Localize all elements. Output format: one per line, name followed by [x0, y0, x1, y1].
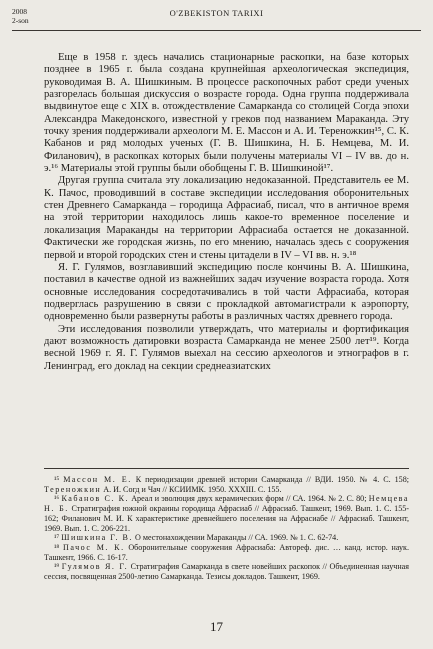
footnote-number: ¹⁸: [54, 542, 60, 552]
footnote: [44, 562, 409, 581]
article-body: [44, 52, 409, 373]
header-year: 2008: [12, 7, 27, 16]
journal-title: O'ZBEKISTON TARIXI: [169, 8, 264, 18]
footnote-text: Ареал и эволюция двух керамических форм // СА. 1964. № 2. С. 80;: [129, 494, 369, 504]
footnote-text: Стратиграфия Самарканда в свете новейших раскопок // Объединенная научная сессия, посвященная 2500-летию Самарканда. Тезисы докладов. Ташкент, 1969.: [44, 562, 409, 582]
paragraph: Другая группа считала эту локализацию недоказанной. Представитель ее М. К. Пачос, проводивший в составе экспедиции исследования оборонительных стен Древнего Самарканда – городища Афрасиаб, писал, что в античное время на этой территории находилось лишь какое-то временное поселение и локализация Мараканды на территории Афрасиаба остается не доказанной. Фактически же городская жизнь, по его мнению, началась здесь с сооружения первой и второй городских стен и стены цитадели в IV – VI вв. н. э.¹⁸: [44, 175, 409, 261]
footnote-author: Кабанов С. К.: [61, 494, 129, 504]
footnote-text: Стратиграфия южной окраины городища Афрасиаб // Афрасиаб. Ташкент, 1969. Вып. 1. С. 155-162; Филанович М. И. К характеристике древнейшего поселения на Афрасиабе // Афрасиаб. Ташкент, 1969. Вып. 1. С. 206-221.: [44, 504, 409, 533]
footnote-number: ¹⁵: [54, 475, 60, 484]
footnote-author: Пачос М. К.: [62, 542, 125, 552]
footnote-author: Немцева Н. Б.: [44, 494, 409, 514]
footnote: [44, 494, 409, 533]
footnote: [44, 543, 409, 562]
footnote: [44, 533, 409, 543]
footnote-text: А. И. Согд и Чач // КСИИМК. 1950. XXXIII. С. 155.: [101, 484, 282, 494]
footnote-text: Оборонительные сооружения Афрасиаба: Автореф. дис. … канд. истор. наук. Ташкент, 1966. С. 16-17.: [44, 542, 410, 562]
footnote-author: Тереножкин: [44, 484, 102, 494]
paragraph: Эти исследования позволили утверждать, что материалы и фортификация дают возможность датировки возраста Самарканда не менее 2500 лет¹⁹. Когда весной 1969 г. Я. Г. Гулямов выехал на сессию археологов и этнографов в г. Ленинград, его доклад на секции среднеазиатских: [44, 323, 409, 372]
footnote-text: К периодизации древней истории Самарканда // ВДИ. 1950. № 4. С. 158;: [131, 475, 410, 484]
paragraph: Еще в 1958 г. здесь начались стационарные раскопки, на базе которых позднее в 1965 г. была создана крупнейшая археологическая экспедиция, руководимая В. А. Шишкиным. В процессе раскопочных работ среди ученых разгорелась большая дискуссия о возрасте города. Одна группа поддерживала выдвинутое еще с XIX в. отождествление Самарканда со столицей Согда эпохи Александра Македонского, известной у греков под названием Мараканда. Эту точку зрения поддерживали археологи М. Е. Массон и А. И. Тереножкин¹⁵, С. К. Кабанов и ряд молодых ученых (Г. В. Шишкина, Н. Б. Немцева, М. И. Филанович), в раскопках которых были получены материалы VI – IV вв. до н. э.¹⁶ Материалы этой группы были обобщены Г. В. Шишкиной¹⁷.: [44, 52, 409, 175]
header-issue-number: 2-son: [12, 15, 29, 25]
footnote: [44, 475, 409, 494]
footnotes: [44, 475, 409, 582]
footnote-number: ¹⁷: [54, 533, 60, 543]
footnote-divider: [44, 468, 409, 469]
footnote-number: ¹⁹: [54, 562, 60, 572]
paragraph: Я. Г. Гулямов, возглавивший экспедицию после кончины В. А. Шишкина, поставил в качестве одной из важнейших задач изучение возраста города. Хотя основные исследования сосредотачивались в той части Афрасиаба, которая подверглась разрушению в связи с прокладкой автомагистрали к аэропорту, одновременно были развернуты работы в различных частях древнего города.: [44, 261, 409, 323]
header-divider: [12, 30, 421, 31]
footnote-author: Массон М. Е.: [63, 475, 132, 484]
footnote-number: ¹⁶: [54, 494, 60, 504]
footnote-text: О местонахождении Мараканды // СА. 1969. № 1. С. 62-74.: [132, 533, 339, 543]
footnote-author: Гулямов Я. Г.: [61, 562, 129, 572]
footnote-author: Шишкина Г. В.: [61, 533, 133, 543]
page-number: 17: [210, 619, 223, 634]
